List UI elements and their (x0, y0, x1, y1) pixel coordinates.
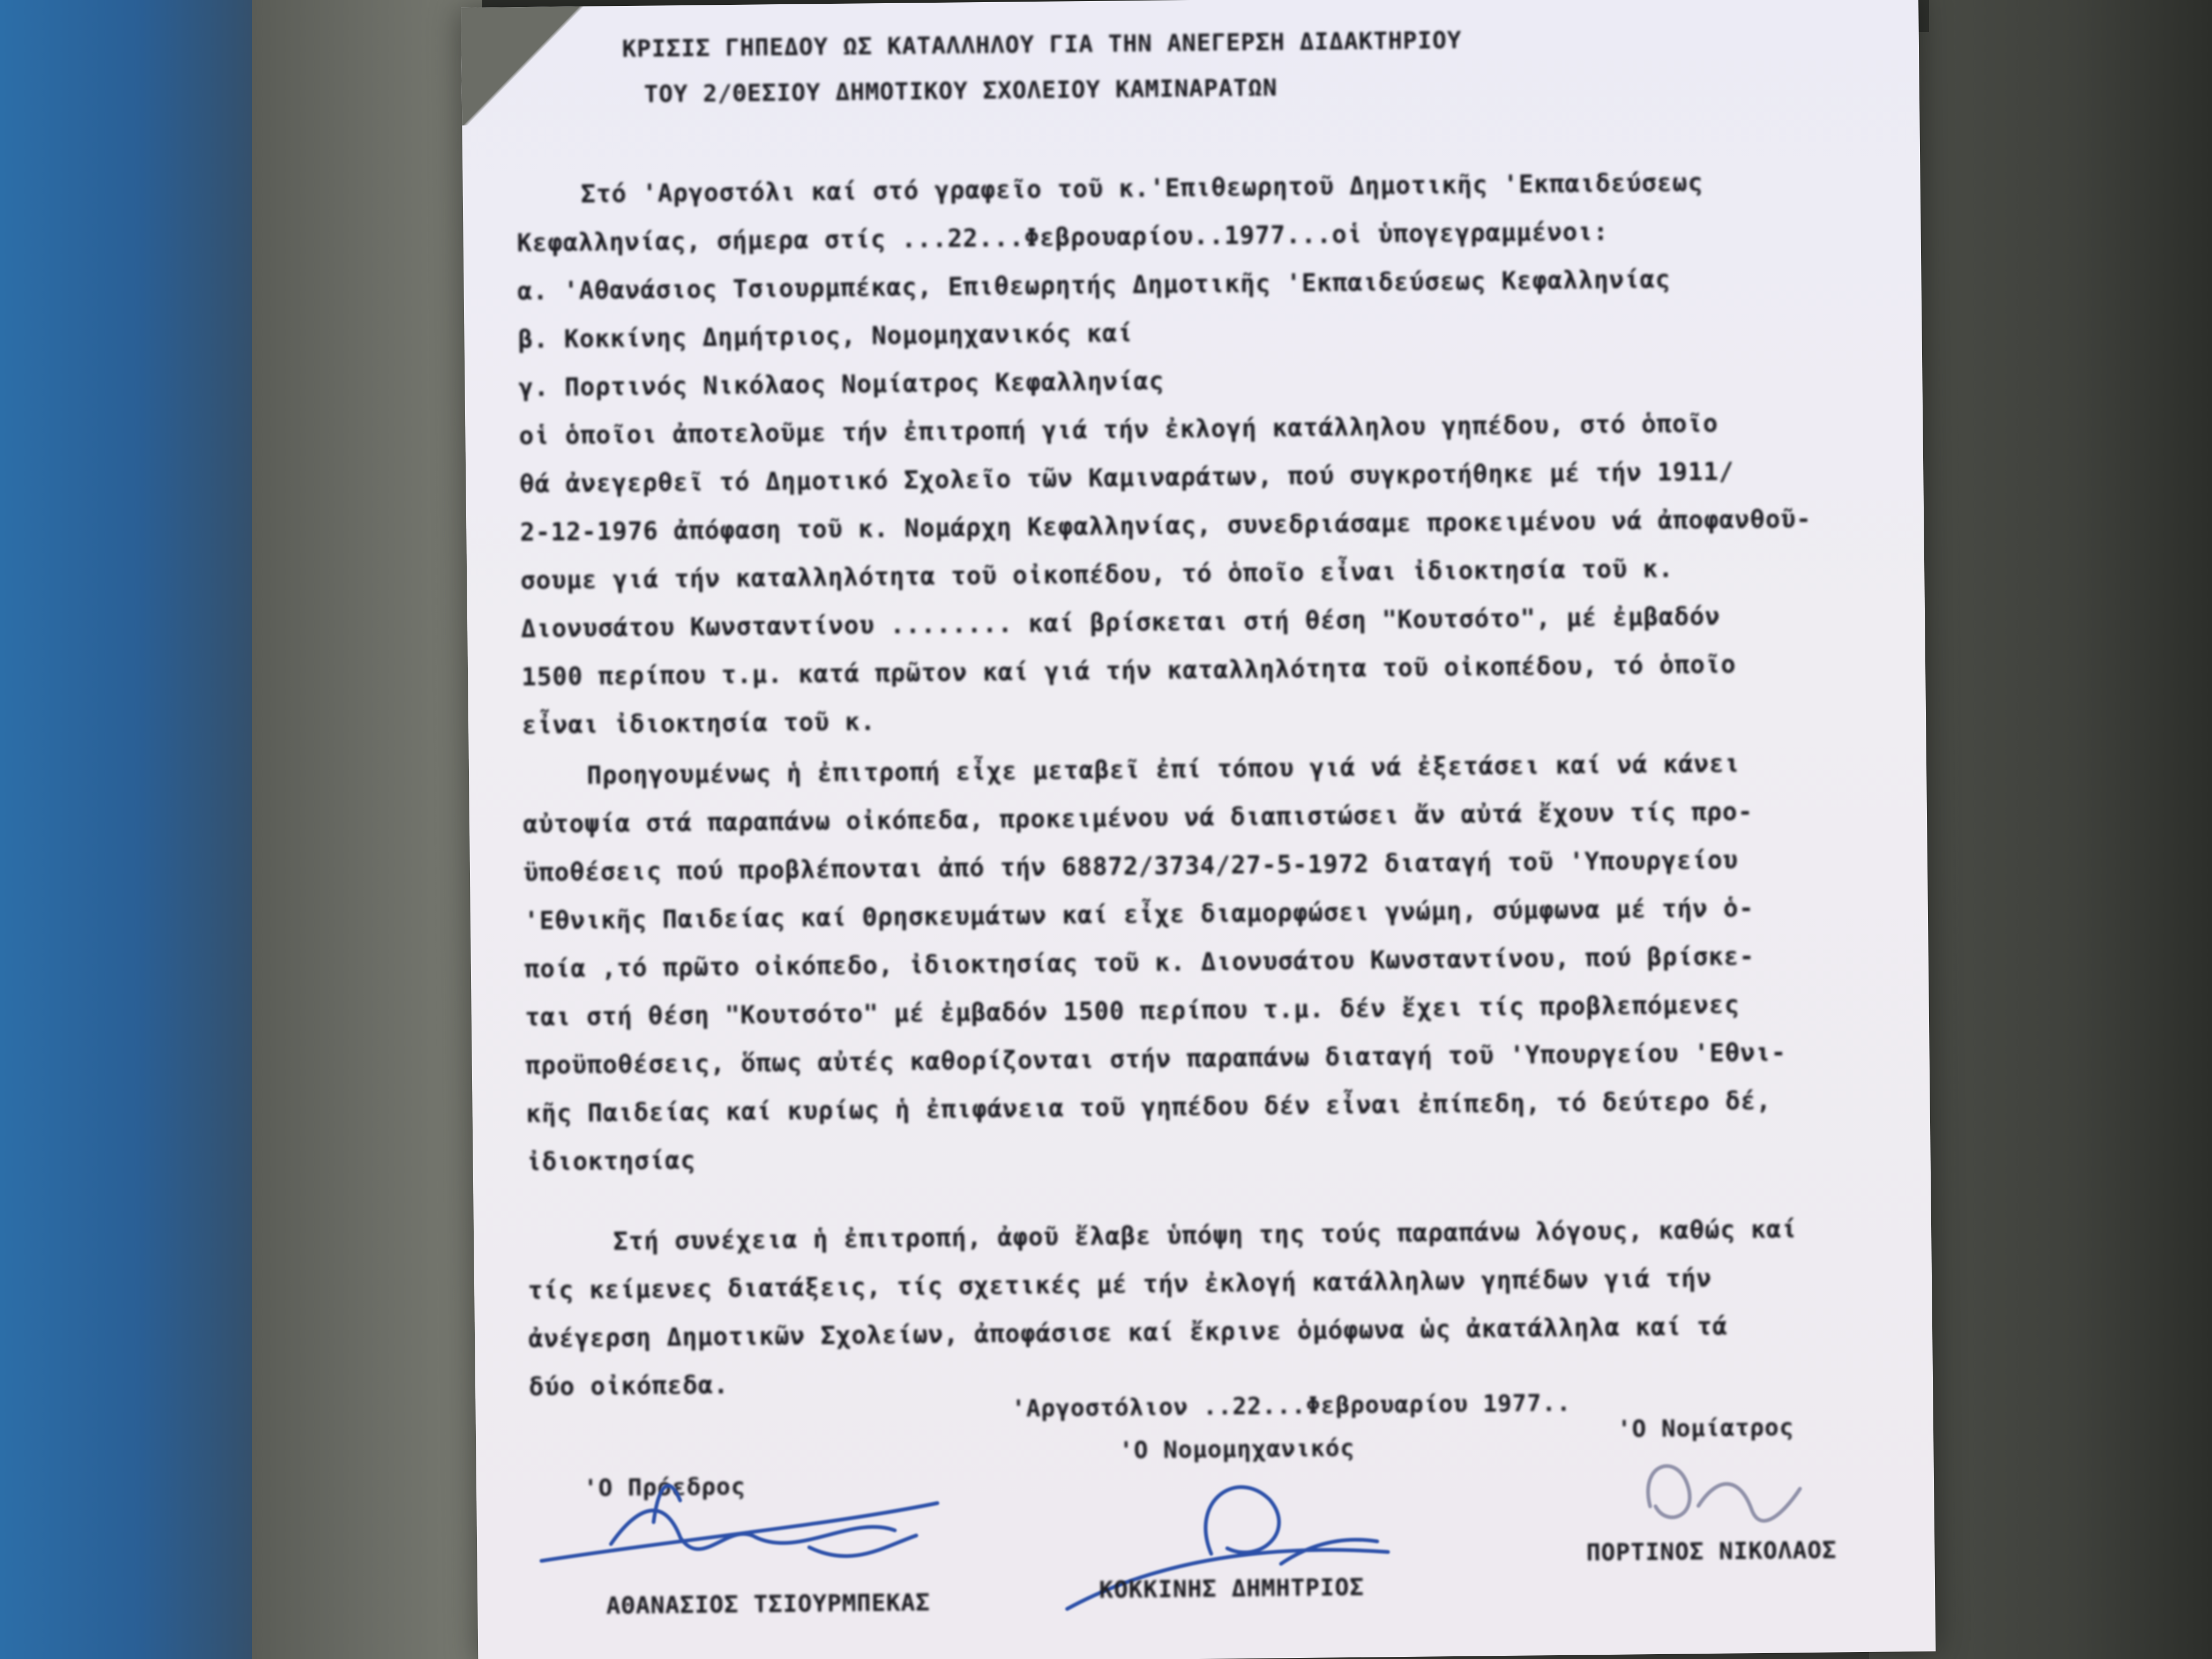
name-engineer: ΚΟΚΚΙΝΗΣ ΔΗΜΗΤΡΙΟΣ (1098, 1573, 1365, 1604)
text-line: α. 'Αθανάσιος Τσιουρμπέκας, Επιθεωρητής Δημοτικῆς 'Εκπαιδεύσεως Κεφαλληνίας (517, 264, 1671, 306)
text-line: ται στή θέση "Κουτσότο" μέ ἐμβαδόν 1500 περίπου τ.μ. δέν ἔχει τίς προβλεπόμενες (525, 990, 1740, 1032)
text-line: ἀνέγερση Δημοτικῶν Σχολείων, ἀποφάσισε καί ἔκρινε ὁμόφωνα ὡς ἀκατάλληλα καί τά (528, 1311, 1728, 1354)
text-line: θά ἀνεγερθεῖ τό Δημοτικό Σχολεῖο τῶν Καμιναράτων, πού συγκροτήθηκε μέ τήν 1911/ (519, 457, 1735, 499)
document-title-line-2: ΤΟΥ 2/ΘΕΣΙΟΥ ΔΗΜΟΤΙΚΟΥ ΣΧΟΛΕΙΟΥ ΚΑΜΙΝΑΡΑΤΩΝ (644, 74, 1278, 108)
role-engineer: 'Ο Νομομηχανικός (1119, 1434, 1355, 1464)
text-line: τίς κείμενες διατάξεις, τίς σχετικές μέ τήν ἐκλογή κατάλληλων γηπέδων γιά τήν (527, 1263, 1712, 1305)
screen-blue-edge (0, 0, 252, 1659)
scanned-document (461, 0, 1935, 1659)
paragraph-1 (516, 156, 1872, 749)
text-line: Κεφαλληνίας, σήμερα στίς ...22...Φεβρουαρίου..1977...οἱ ὑπογεγραμμένοι: (517, 216, 1609, 258)
text-line: ϋποθέσεις πού προβλέπονται ἀπό τήν 68872/3734/27-5-1972 διαταγή τοῦ 'Υπουργείου (523, 845, 1738, 887)
text-line: οἱ ὁποῖοι ἀποτελοῦμε τήν ἐπιτροπή γιά τήν ἐκλογή κατάλληλου γηπέδου, στό ὁποῖο (519, 408, 1718, 451)
text-line: 1500 περίπου τ.μ. κατά πρῶτον καί γιά τήν καταλληλότητα τοῦ οἰκοπέδου, τό ὁποῖο (521, 649, 1737, 692)
text-line: Προηγουμένως ἡ ἐπιτροπή εἶχε μεταβεῖ ἐπί τόπου γιά νά ἐξετάσει καί νά κάνει (586, 749, 1740, 790)
text-line: σουμε γιά τήν καταλληλότητα τοῦ οἰκοπέδου, τό ὁποῖο εἶναι ἰδιοκτησία τοῦ κ. (520, 554, 1674, 595)
text-line: β. Κοκκίνης Δημήτριος, Νομομηχανικός καί (518, 318, 1133, 354)
name-president: ΑΘΑΝΑΣΙΟΣ ΤΣΙΟΥΡΜΠΕΚΑΣ (606, 1589, 931, 1620)
text-line: δύο οἰκόπεδα. (528, 1370, 729, 1402)
text-line: 'Εθνικῆς Παιδείας καί Θρησκευμάτων καί εἶχε διαμορφώσει γνώμη, σύμφωνα μέ τήν ὁ- (524, 893, 1754, 936)
paragraph-3 (527, 1204, 1880, 1411)
paragraph-2 (522, 738, 1877, 1186)
signature-doctor (1648, 1464, 1800, 1522)
document-title-line-1: ΚΡΙΣΙΣ ΓΗΠΕΔΟΥ ΩΣ ΚΑΤΑΛΛΗΛΟΥ ΓΙΑ ΤΗΝ ΑΝΕΓΕΡΣΗ ΔΙΔΑΚΤΗΡΙΟΥ (622, 26, 1462, 63)
text-line: κῆς Παιδείας καί κυρίως ἡ ἐπιφάνεια τοῦ γηπέδου δέν εἶναι ἐπίπεδη, τό δεύτερο δέ, (526, 1086, 1772, 1129)
text-line: γ. Πορτινός Νικόλαος Νομίατρος Κεφαλληνίας (518, 366, 1164, 402)
text-line: ποία ,τό πρῶτο οἰκόπεδο, ἰδιοκτησίας τοῦ κ. Διονυσάτου Κωνσταντίνου, πού βρίσκε- (524, 941, 1755, 984)
text-line: ἰδιοκτησίας (526, 1145, 696, 1177)
name-doctor: ΠΟΡΤΙΝΟΣ ΝΙΚΟΛΑΟΣ (1586, 1536, 1837, 1567)
text-line: Διονυσάτου Κωνσταντίνου ........ καί βρίσκεται στή θέση "Κουτσότο", μέ ἐμβαδόν (520, 601, 1721, 644)
role-doctor: 'Ο Νομίατρος (1617, 1414, 1795, 1443)
role-president: 'Ο Πρόεδρος (583, 1473, 746, 1502)
text-line: Στό 'Αργοστόλι καί στό γραφεῖο τοῦ κ.'Επιθεωρητοῦ Δημοτικῆς 'Εκπαιδεύσεως (580, 167, 1703, 208)
place-and-date: 'Αργοστόλιον ..22...Φεβρουαρίου 1977.. (1011, 1389, 1572, 1423)
monitor-bezel-left (252, 0, 498, 1659)
text-line: αὐτοψία στά παραπάνω οἰκόπεδα, προκειμένου νά διαπιστώσει ἄν αὐτά ἔχουν τίς προ- (522, 797, 1753, 839)
text-line: 2-12-1976 ἀπόφαση τοῦ κ. Νομάρχη Κεφαλληνίας, συνεδριάσαμε προκειμένου νά ἀποφανθοῦ- (520, 504, 1812, 547)
text-line: εἶναι ἰδιοκτησία τοῦ κ. (521, 707, 876, 740)
text-line: προϋποθέσεις, ὅπως αὐτές καθορίζονται στήν παραπάνω διαταγή τοῦ 'Υπουργείου 'Εθνι- (525, 1037, 1787, 1080)
text-line: Στή συνέχεια ἡ ἐπιτροπή, ἀφοῦ ἔλαβε ὑπόψη της τούς παραπάνω λόγους, καθώς καί (612, 1214, 1797, 1256)
